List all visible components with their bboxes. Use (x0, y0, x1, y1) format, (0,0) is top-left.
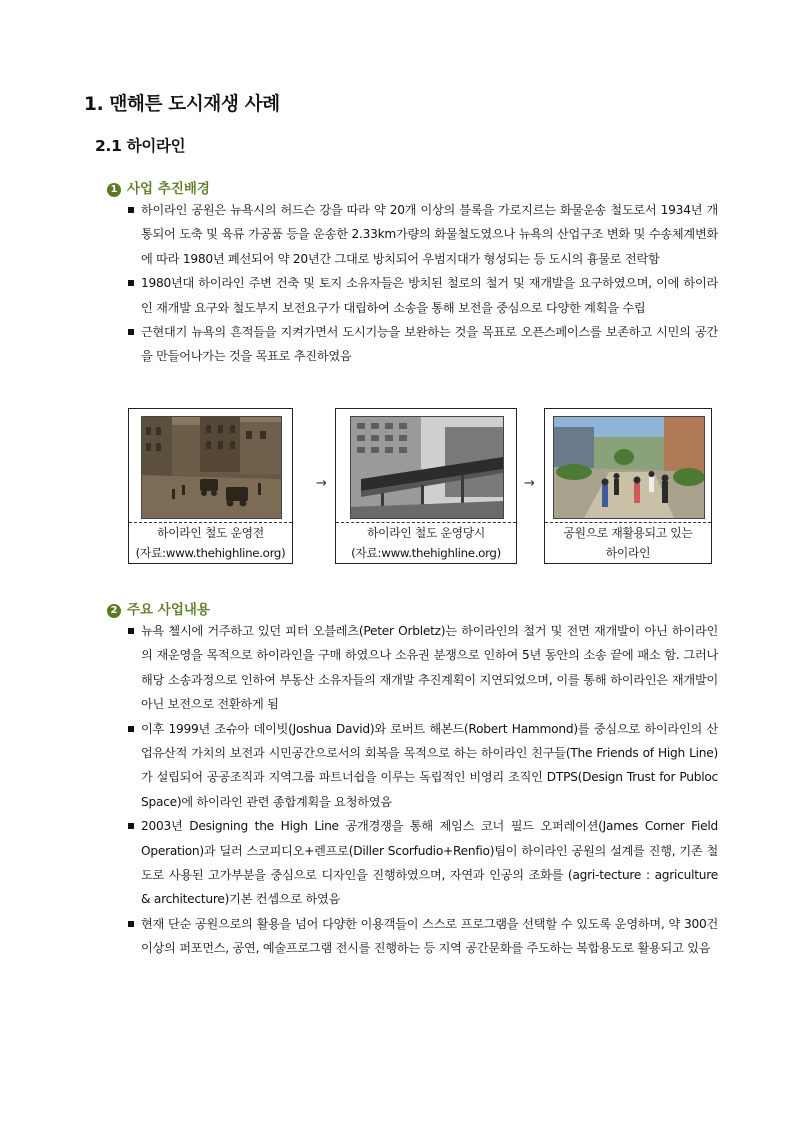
caption-source: (자료:www.thehighline.org) (351, 546, 501, 560)
caption-title: 하이라인 철도 운영전 (157, 526, 264, 540)
arrow-icon: → (524, 476, 535, 491)
caption-title: 하이라인 철도 운영당시 (367, 526, 485, 540)
caption-title: 공원으로 재활용되고 있는 (563, 526, 693, 540)
caption-source: (자료:www.thehighline.org) (135, 546, 286, 560)
subsection-title-text: 주요 사업내용 (127, 602, 210, 618)
figure-park-reuse (544, 408, 712, 564)
bullet-item (127, 912, 718, 961)
bullet-item (127, 814, 718, 912)
bullet-text: 하이라인 공원은 뉴욕시의 허드슨 강을 따라 약 20개 이상의 블록을 가로지르는 화물운송 철도로서 1934년 개통되어 도축 및 육류 가공품 등을 운송한 2.33km가량의 화물철도였으나 뉴욕의 산업구조 변화 및 수송체계변화에 따라 1980년 폐선되어 약 20년간 그대로 방치되어 우범지대가 형성되는 등 도시의 흉물로 전락함 (141, 203, 718, 266)
subsection-title-background (107, 177, 210, 197)
page-heading: 1. 맨해튼 도시재생 사례 (84, 94, 280, 115)
bullet-square-icon (128, 207, 134, 213)
bullet-text: 2003년 Designing the High Line 공개경쟁을 통해 제임스 코너 필드 오퍼레이션(James Corner Field Operation)과 딜러 스코피디오+렌프로(Diller Scorfudio+Renfio)팀이 하이라인 공원의 설계를 진행, 기존 철도로 사용된 고가부분을 중심으로 디자인을 진행하였으며, 자연과 인공의 조화를 (agri-tecture : agriculture & architecture)기본 컨셉으로 하였음 (141, 819, 718, 907)
circled-number-1: 1 (107, 183, 121, 197)
circled-number-2: 2 (107, 604, 121, 618)
subsection-title-content (107, 598, 210, 618)
highline-park-photo (553, 416, 705, 519)
figure-caption (129, 522, 292, 563)
bullet-text: 이후 1999년 조슈아 데이빗(Joshua David)와 로버트 해본드(Robert Hammond)를 중심으로 하이라인의 산업유산적 가치의 보전과 시민공간으로서의 회복을 목적으로 하는 하이라인 친구들(The Friends of High Line)가 설립되어 공공조직과 지역그룹 파트너쉽을 이루는 독립적인 비영리 조직인 DTPS(Design Trust for Publoc Space)에 하이라인 관련 종합계획을 요청하였음 (141, 721, 718, 809)
figure-during-operation (335, 408, 517, 564)
bullet-square-icon (128, 921, 134, 927)
bullet-text: 근현대기 뉴욕의 흔적들을 지켜가면서 도시기능을 보완하는 것을 목표로 오픈스페이스를 보존하고 시민의 공간을 만들어나가는 것을 목표로 추진하였음 (141, 325, 718, 364)
bullet-item (127, 198, 718, 271)
bullet-item (127, 320, 718, 369)
section-heading: 2.1 하이라인 (95, 137, 186, 155)
bullet-text: 뉴욕 첼시에 거주하고 있던 피터 오블레츠(Peter Orbletz)는 하이라인의 철거 및 전면 재개발이 아닌 하이라인의 재운영을 목적으로 하이라인을 구매 하였으나 소유권 분쟁으로 인하여 5년 동안의 소송 끝에 패소 함. 그러나 해당 소송과정으로 인하여 부동산 소유자들의 재개발 추진계획이 지연되었으며, 이를 통해 하이라인은 재개발이 아닌 보전으로 전환하게 됨 (141, 624, 718, 712)
bullet-item (127, 717, 718, 815)
caption-title-continued: 하이라인 (605, 546, 651, 560)
bullet-list-content (127, 619, 718, 961)
arrow-icon: → (316, 476, 327, 491)
bullet-item (127, 619, 718, 717)
elevated-railway-photo (350, 416, 504, 519)
subsection-title-text: 사업 추진배경 (127, 181, 210, 197)
figure-caption (545, 522, 711, 563)
bullet-item (127, 271, 718, 320)
figure-caption (336, 522, 516, 563)
bullet-square-icon (128, 280, 134, 286)
bullet-list-background (127, 198, 718, 369)
historic-street-photo (141, 416, 282, 519)
bullet-text: 현재 단순 공원으로의 활용을 넘어 다양한 이용객들이 스스로 프로그램을 선택할 수 있도록 운영하며, 약 300건 이상의 퍼포먼스, 공연, 예술프로그램 전시를 진행하는 등 지역 공간문화를 주도하는 복합용도로 활용되고 있음 (141, 916, 718, 956)
bullet-square-icon (128, 628, 134, 634)
bullet-square-icon (128, 823, 134, 829)
bullet-square-icon (128, 329, 134, 335)
figure-before-operation (128, 408, 293, 564)
bullet-text: 1980년대 하이라인 주변 건축 및 토지 소유자들은 방치된 철로의 철거 및 재개발을 요구하였으며, 이에 하이라인 재개발 요구와 철도부지 보전요구가 대립하여 소송을 통해 보전을 중심으로 다양한 계획을 수립 (141, 276, 718, 315)
bullet-square-icon (128, 726, 134, 732)
